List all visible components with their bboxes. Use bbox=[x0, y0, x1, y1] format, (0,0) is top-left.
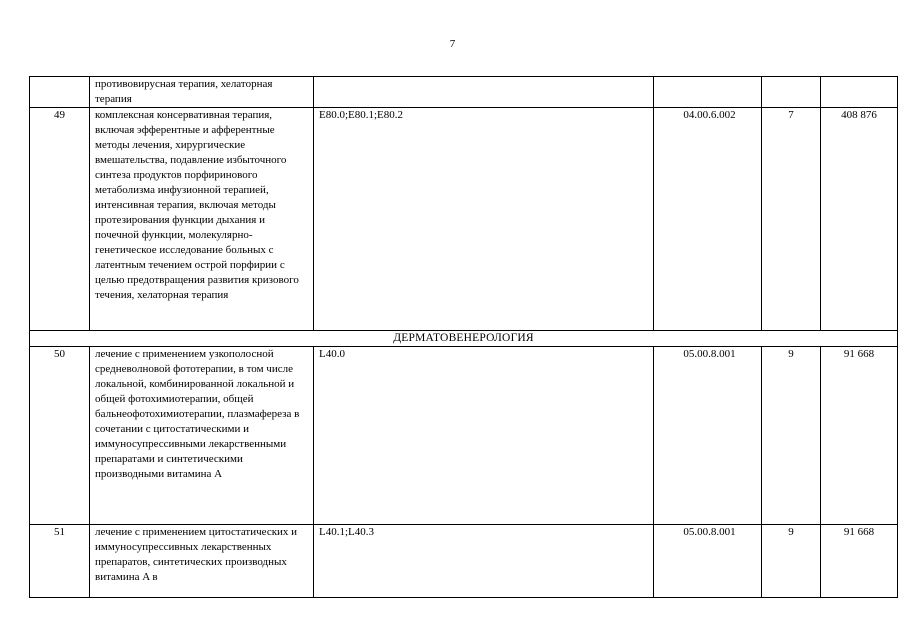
model-cell: 9 bbox=[762, 347, 821, 525]
price-cell bbox=[821, 77, 898, 108]
codes-cell bbox=[314, 77, 654, 108]
description-cell: лечение с применением цитостатических и иммуносупрессивных лекарственных препаратов, синтетических производных витамина A в bbox=[90, 525, 314, 598]
model-cell bbox=[762, 77, 821, 108]
model-cell: 7 bbox=[762, 108, 821, 331]
group-cell: 05.00.8.001 bbox=[654, 525, 762, 598]
codes-cell: E80.0;E80.1;E80.2 bbox=[314, 108, 654, 331]
table-row bbox=[30, 347, 898, 525]
section-header-row bbox=[30, 331, 898, 347]
price-cell: 91 668 bbox=[821, 347, 898, 525]
table-row bbox=[30, 77, 898, 108]
description-cell: противовирусная терапия, хелаторная терапия bbox=[90, 77, 314, 108]
row-number-cell: 51 bbox=[30, 525, 90, 598]
group-cell: 04.00.6.002 bbox=[654, 108, 762, 331]
group-cell bbox=[654, 77, 762, 108]
section-title: ДЕРМАТОВЕНЕРОЛОГИЯ bbox=[30, 331, 898, 347]
description-cell: лечение с применением узкополосной средневолновой фототерапии, в том числе локальной, комбинированной локальной и общей фотохимиотерапии, общей бальнеофотохимиотерапии, плазмафереза в сочетании с цитостатическими и иммуносупрессивными лекарственными препаратами и синтетическими производными витамина A bbox=[90, 347, 314, 525]
price-cell: 408 876 bbox=[821, 108, 898, 331]
row-number-cell: 49 bbox=[30, 108, 90, 331]
services-table bbox=[29, 76, 898, 598]
price-cell: 91 668 bbox=[821, 525, 898, 598]
table-row bbox=[30, 525, 898, 598]
description-cell: комплексная консервативная терапия, включая эфферентные и афферентные методы лечения, хирургические вмешательства, подавление избыточного синтеза продуктов порфиринового метаболизма инфузионной терапией, интенсивная терапия, включая методы протезирования функции дыхания и почечной функции, молекулярно-генетическое исследование больных с латентным течением острой порфирии с целью предотвращения развития кризового течения, хелаторная терапия bbox=[90, 108, 314, 331]
page-number: 7 bbox=[449, 38, 456, 50]
row-number-cell: 50 bbox=[30, 347, 90, 525]
group-cell: 05.00.8.001 bbox=[654, 347, 762, 525]
table-row bbox=[30, 108, 898, 331]
row-number-cell bbox=[30, 77, 90, 108]
codes-cell: L40.1;L40.3 bbox=[314, 525, 654, 598]
codes-cell: L40.0 bbox=[314, 347, 654, 525]
model-cell: 9 bbox=[762, 525, 821, 598]
